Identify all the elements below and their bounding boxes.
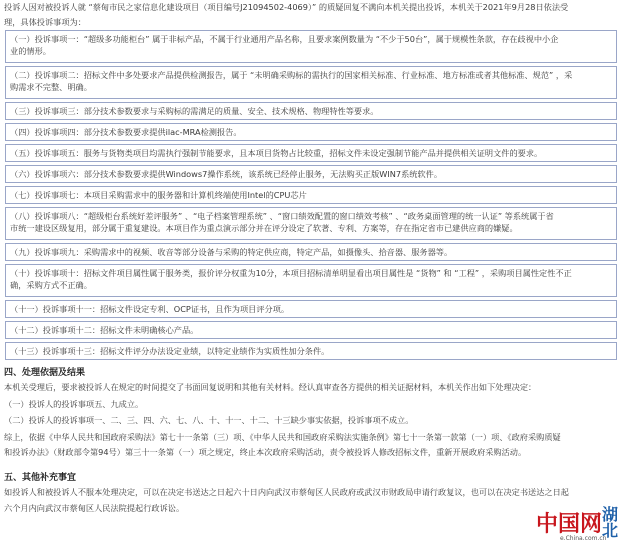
section-4-line: 综上，依据《中华人民共和国政府采购法》第七十一条第（三）项、《中华人民共和国政府采购法实施条例》第七十一条第一款第（一）项、《政府采购质疑: [4, 432, 561, 442]
section-4-line: （一）投诉人的投诉事项五、九成立。: [4, 399, 144, 409]
item-line: （十一）投诉事项十一：招标文件设定专利、OCP证书，且作为项目评分项。: [10, 304, 290, 314]
item-line: （八）投诉事项八：“超级柜台系统好差评服务” 、“电子档案管理系统” 、“窗口绩效配置的窗口绩效考核” 、“政务桌面管理的统一认证” 等系统属于省: [10, 211, 554, 221]
complaint-item-6: [5, 165, 617, 183]
section-4-line: （二）投诉人的投诉事项一、二、三、四、六、七、八、十、十一、十二、十三缺少事实依据，投诉事项不成立。: [4, 415, 414, 425]
complaint-item-11: [5, 300, 617, 318]
item-line: （十二）投诉事项十二：招标文件未明确核心产品。: [10, 325, 199, 335]
complaint-item-5: [5, 144, 617, 162]
complaint-item-2: [5, 66, 617, 99]
item-line: （五）投诉事项五：服务与货物类项目均需执行强制节能要求，且本项目货物占比较重，招标文件未设定强制节能产品并提供相关证明文件的要求。: [10, 148, 543, 158]
complaint-item-10: [5, 264, 617, 297]
section-4-line: 和投诉办法》（财政部令第94号）第三十一条第（一）项之规定，终止本次政府采购活动，责令被投诉人修改招标文件，重新开展政府采购活动。: [4, 447, 527, 457]
item-line: （九）投诉事项九：采购需求中的视频、收音等部分设备与采购的特定供应商，特定产品，如摄像头、拾音器、服务器等。: [10, 247, 453, 257]
intro-line-1: 投诉人因对被投诉人就 “蔡甸市民之家信息化建设项目（项目编号J21094502-4069）” 的质疑回复不满向本机关提出投诉，本机关于2021年9月28日依法受: [4, 2, 569, 12]
section-4-line: 本机关受理后，要求被投诉人在规定的时间提交了书面回复说明和其他有关材料。经认真审查各方提供的相关证据材料，本机关作出如下处理决定：: [4, 382, 537, 392]
item-line: 确，采购方式不正确。: [10, 280, 92, 290]
item-line: （四）投诉事项四：部分技术参数要求提供ilac-MRA检测报告。: [10, 127, 242, 137]
section-5-line: 六个月内向武汉市蔡甸区人民法院提起行政诉讼。: [4, 503, 185, 513]
item-line: （一）投诉事项一：“超级多功能柜台” 属于非标产品，不属于行业通用产品名称，且要求案例数量为 “不少于50台”，属于规模性条款，存在歧视中小企: [10, 34, 559, 44]
complaint-item-13: [5, 342, 617, 360]
watermark-url: e.China.com.cn: [560, 535, 607, 542]
item-line: （二）投诉事项二：招标文件中多处要求产品提供检测报告，属于 “未明确采购标的需执行的国家相关标准、行业标准、地方标准或者其他标准、规范” ，采: [10, 70, 573, 80]
complaint-item-8: [5, 207, 617, 240]
complaint-item-3: [5, 102, 617, 120]
complaint-item-4: [5, 123, 617, 141]
section-4-heading: 四、处理依据及结果: [4, 368, 86, 378]
item-line: 业的情形。: [10, 46, 51, 56]
complaint-item-9: [5, 243, 617, 261]
item-line: 市统一建设区级复用，部分属于重复建设。本项目作为重点演示部分并在评分设定了软著、专利、方案等，存在指定省市已建供应商的嫌疑。: [10, 223, 518, 233]
section-5-heading: 五、其他补充事宜: [4, 473, 77, 483]
watermark-logo: 中国网: [536, 511, 603, 537]
item-line: 购需求不完整、明确。: [10, 82, 92, 92]
section-5-line: 如投诉人和被投诉人不服本处理决定，可以在决定书送达之日起六十日内向武汉市蔡甸区人民政府或武汉市财政局申请行政复议，也可以在决定书送达之日起: [4, 487, 569, 497]
item-line: （十）投诉事项十：招标文件项目属性属于服务类，报价评分权重为10分，本项目招标清单明显看出项目属性是 “货物” 和 “工程” ，采购项目属性定性不正: [10, 268, 572, 278]
intro-line-2: 理，具体投诉事项为：: [4, 17, 86, 27]
complaint-item-1: [5, 30, 617, 63]
item-line: （六）投诉事项六：部分技术参数要求提供Windows7操作系统，该系统已经停止服务，无法购买正版WIN7系统软件。: [10, 169, 443, 179]
watermark-region: 湖北: [602, 505, 619, 540]
item-line: （十三）投诉事项十三：招标文件评分办法设定业绩，以特定业绩作为实质性加分条件。: [10, 346, 330, 356]
complaint-item-12: [5, 321, 617, 339]
china-net-hubei-watermark: [536, 507, 636, 549]
item-line: （三）投诉事项三：部分技术参数要求与采购标的需满足的质量、安全、技术规格、物理特性等要求。: [10, 106, 379, 116]
item-line: （七）投诉事项七：本项目采购需求中的服务器和计算机终端使用Intel的CPU芯片: [10, 190, 307, 200]
complaint-item-7: [5, 186, 617, 204]
